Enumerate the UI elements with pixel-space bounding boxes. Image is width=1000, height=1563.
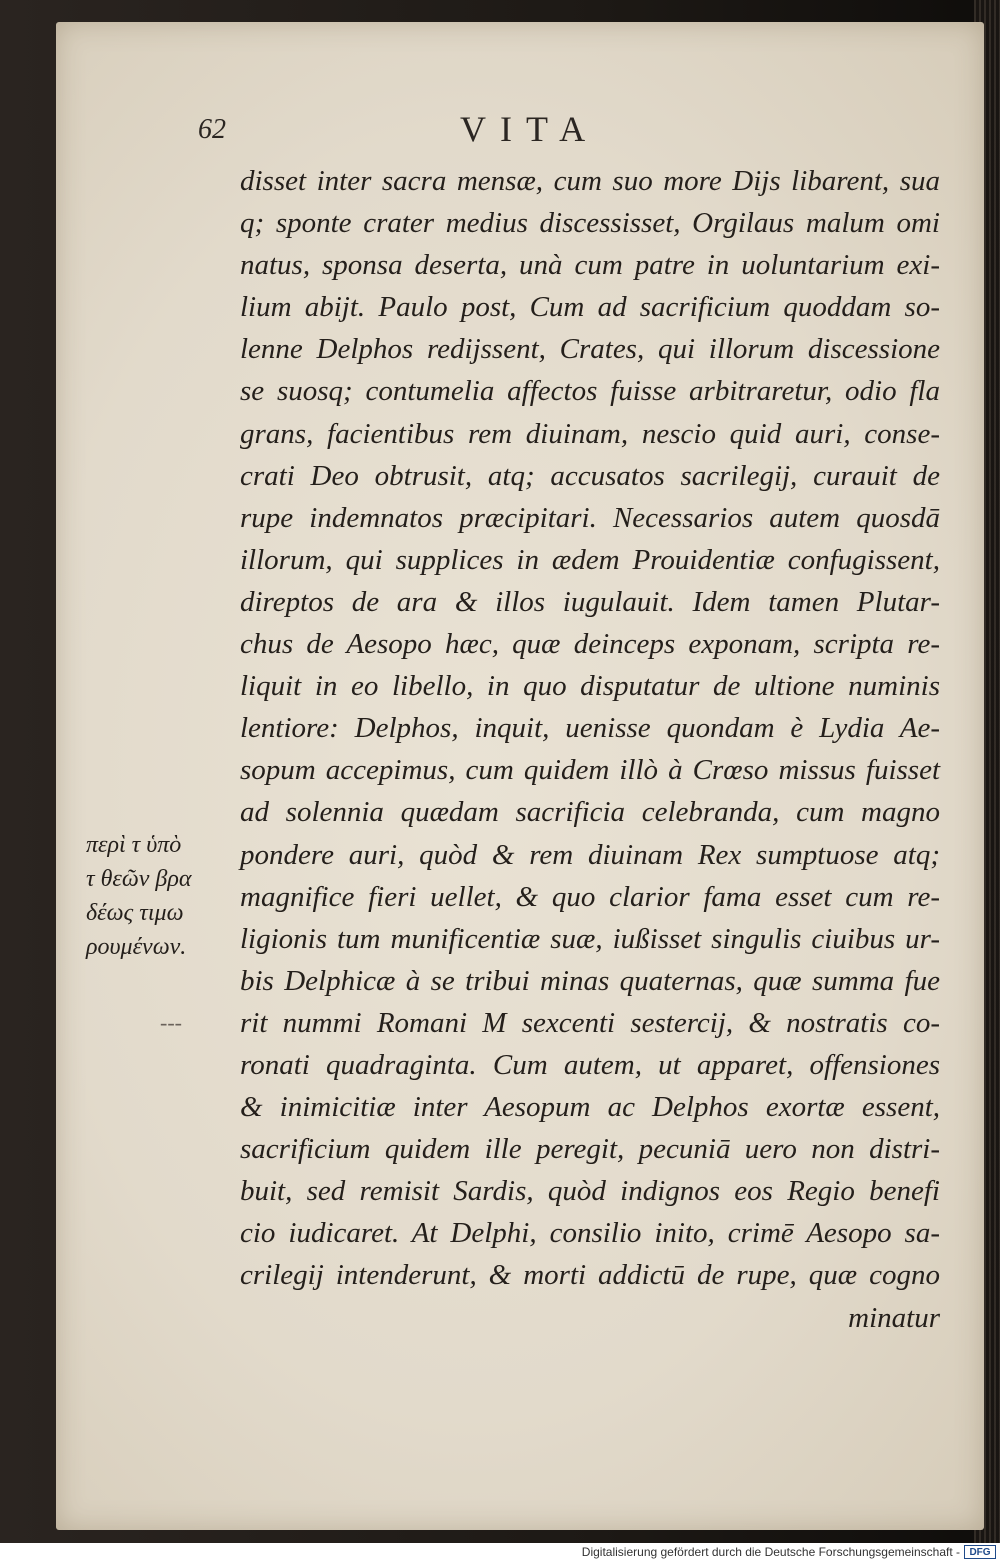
text-line: sopum accepimus, cum quidem illò à Crœso missus fuisset bbox=[240, 754, 940, 787]
margin-mark: --- bbox=[160, 1010, 182, 1035]
text-line: ronati quadraginta. Cum autem, ut apparet, offensiones bbox=[240, 1048, 940, 1081]
text-line: ad solennia quædam sacrificia celebranda, cum magno bbox=[240, 796, 940, 829]
text-line: illorum, qui supplices in ædem Prouidentiæ confugissent, bbox=[240, 543, 940, 576]
text-line: lium abijt. Paulo post, Cum ad sacrificium quoddam so- bbox=[240, 291, 940, 324]
text-line: pondere auri, quòd & rem diuinam Rex sumptuose atq; bbox=[240, 838, 940, 871]
text-line: minatur bbox=[848, 1301, 940, 1334]
margin-note-line: δέως τιμω bbox=[86, 900, 184, 926]
margin-note-line: τ θεῶν βρα bbox=[86, 866, 192, 892]
text-line: se suosq; contumelia affectos fuisse arbitraretur, odio fla bbox=[240, 375, 940, 408]
text-line: crilegij intenderunt, & morti addictū de rupe, quæ cogno bbox=[240, 1259, 940, 1292]
dfg-logo[interactable]: DFG bbox=[964, 1545, 996, 1559]
footer-credit: Digitalisierung gefördert durch die Deutsche Forschungsgemeinschaft - bbox=[581, 1545, 960, 1559]
text-line: cio iudicaret. At Delphi, consilio inito, crimē Aesopo sa- bbox=[240, 1217, 940, 1250]
margin-note-line: περὶ τ ὑπὸ bbox=[86, 832, 182, 858]
margin-note bbox=[86, 828, 236, 964]
text-line: ligionis tum munificentiæ suæ, iußisset singulis ciuibus ur- bbox=[240, 922, 940, 955]
text-line: lenne Delphos redijssent, Crates, qui illorum discessione bbox=[240, 333, 940, 366]
text-line: magnifice fieri uellet, & quo clarior fama esset cum re- bbox=[240, 880, 940, 913]
page-number: 62 bbox=[198, 114, 226, 145]
text-line: buit, sed remisit Sardis, quòd indignos eos Regio benefi bbox=[240, 1175, 940, 1208]
text-line: sacrificium quidem ille peregit, pecuniā uero non distri- bbox=[240, 1133, 940, 1166]
margin-note-line: ρουμένων. bbox=[86, 934, 187, 960]
text-line: chus de Aesopo hæc, quæ deinceps exponam, scripta re- bbox=[240, 628, 940, 661]
body-text bbox=[240, 160, 940, 1339]
text-line: bis Delphicæ à se tribui minas quaternas, quæ summa fue bbox=[240, 964, 940, 997]
text-line: direptos de ara & illos iugulauit. Idem tamen Plutar- bbox=[240, 585, 940, 618]
running-head: VITA bbox=[460, 109, 600, 149]
text-line: crati Deo obtrusit, atq; accusatos sacrilegij, curauit de bbox=[240, 459, 940, 492]
text-line: lentiore: Delphos, inquit, uenisse quondam è Lydia Ae- bbox=[240, 712, 940, 745]
text-line: rupe indemnatos præcipitari. Necessarios autem quosdā bbox=[240, 501, 940, 534]
text-line: & inimicitiæ inter Aesopum ac Delphos exortæ essent, bbox=[240, 1091, 940, 1124]
text-line: rit nummi Romani M sexcenti sestercij, & nostratis co- bbox=[240, 1006, 940, 1039]
text-line: liquit in eo libello, in quo disputatur de ultione numinis bbox=[240, 670, 940, 703]
text-line: grans, facientibus rem diuinam, nescio quid auri, conse- bbox=[240, 417, 940, 450]
text-line: q; sponte crater medius discessisset, Orgilaus malum omi bbox=[240, 207, 940, 240]
text-line: disset inter sacra mensæ, cum suo more Dijs libarent, sua bbox=[240, 165, 940, 197]
footer-bar bbox=[0, 1543, 1000, 1563]
page-header bbox=[198, 108, 718, 152]
text-line: natus, sponsa deserta, unà cum patre in uoluntarium exi- bbox=[240, 249, 940, 282]
